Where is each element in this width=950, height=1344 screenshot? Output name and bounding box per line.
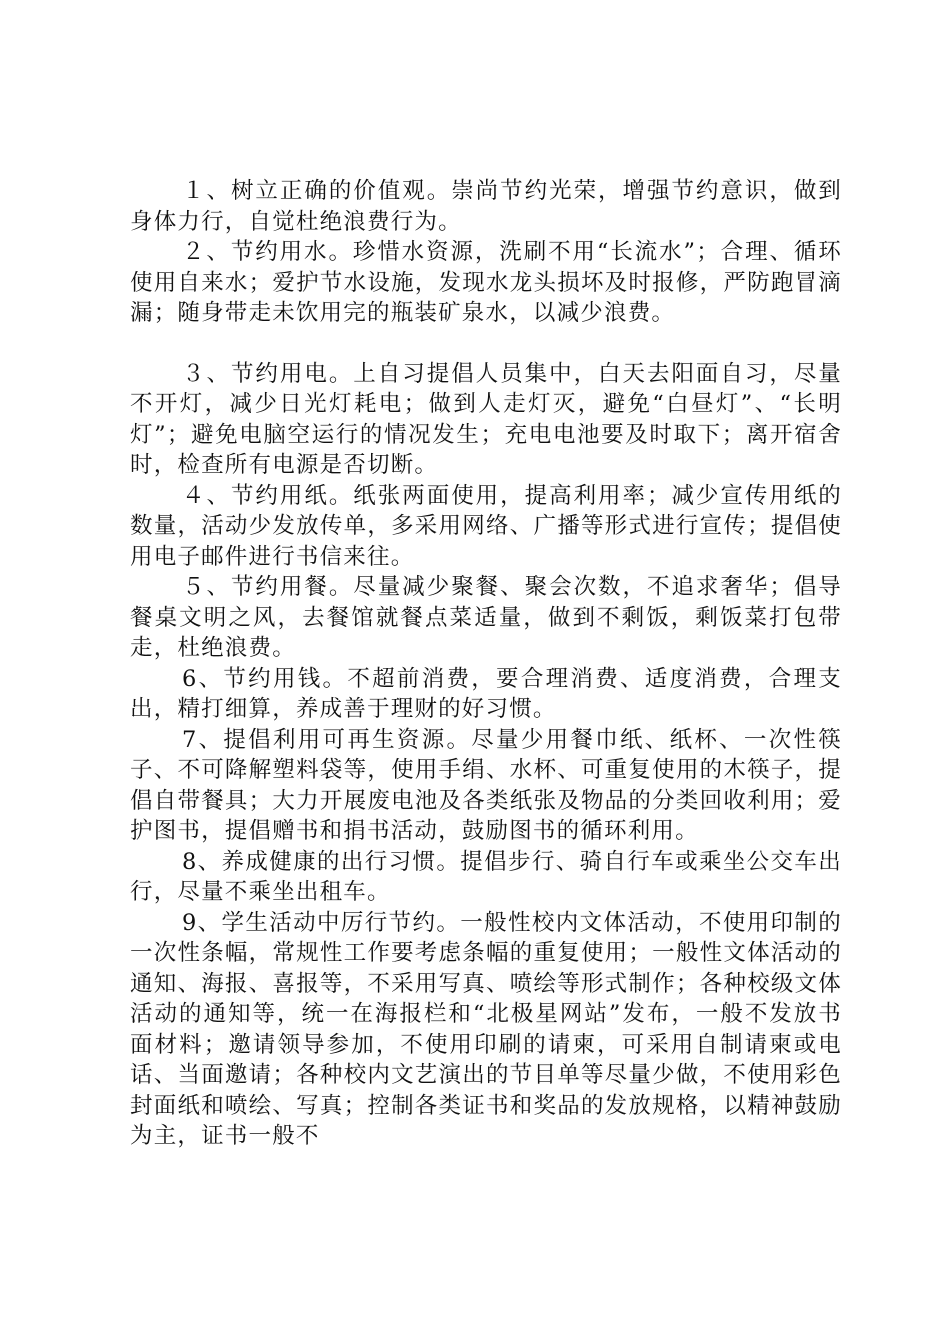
paragraph-2-water: ２、节约用水。珍惜水资源，洗刷不用“长流水”；合理、循环使用自来水；爱护节水设施，发现水龙头损坏及时报修，严防跑冒滴漏；随身带走未饮用完的瓶装矿泉水，以减少浪费。: [130, 239, 842, 326]
paragraph-7-renewables: 7、提倡利用可再生资源。尽量少用餐巾纸、纸杯、一次性筷子、不可降解塑料袋等，使用手绢、水杯、可重复使用的木筷子，提倡自带餐具；大力开展废电池及各类纸张及物品的分类回收利用；爱护图书，提倡赠书和捐书活动，鼓励图书的循环利用。: [130, 726, 842, 844]
paragraph-8-travel: 8、养成健康的出行习惯。提倡步行、骑自行车或乘坐公交车出行，尽量不乘坐出租车。: [130, 848, 842, 905]
paragraph-9-student-activities: 9、学生活动中厉行节约。一般性校内文体活动，不使用印制的一次性条幅，常规性工作要考虑条幅的重复使用；一般性文体活动的通知、海报、喜报等，不采用写真、喷绘等形式制作；各种校级文体活动的通知等，统一在海报栏和“北极星网站”发布，一般不发放书面材料；邀请领导参加，不使用印刷的请柬，可采用自制请柬或电话、当面邀请；各种校内文艺演出的节目单等尽量少做，不使用彩色封面纸和喷绘、写真；控制各类证书和奖品的发放规格，以精神鼓励为主，证书一般不: [130, 909, 842, 1149]
paragraph-4-paper: ４、节约用纸。纸张两面使用，提高利用率；减少宣传用纸的数量，活动少发放传单，多采用网络、广播等形式进行宣传；提倡使用电子邮件进行书信来往。: [130, 482, 842, 570]
paragraph-1-values: １、树立正确的价值观。崇尚节约光荣，增强节约意识，做到身体力行，自觉杜绝浪费行为。: [130, 178, 842, 235]
paragraph-5-meals: ５、节约用餐。尽量减少聚餐、聚会次数，不追求奢华；倡导餐桌文明之风，去餐馆就餐点菜适量，做到不剩饭，剩饭菜打包带走，杜绝浪费。: [130, 574, 842, 661]
paragraph-6-money: 6、节约用钱。不超前消费，要合理消费、适度消费，合理支出，精打细算，养成善于理财的好习惯。: [130, 665, 842, 722]
document-body: [130, 176, 842, 1152]
paragraph-3-electricity: ３、节约用电。上自习提倡人员集中，白天去阳面自习，尽量不开灯，减少日光灯耗电；做到人走灯灭，避免“白昼灯”、“长明灯”；避免电脑空运行的情况发生；充电电池要及时取下；离开宿舍时，检查所有电源是否切断。: [130, 360, 842, 478]
